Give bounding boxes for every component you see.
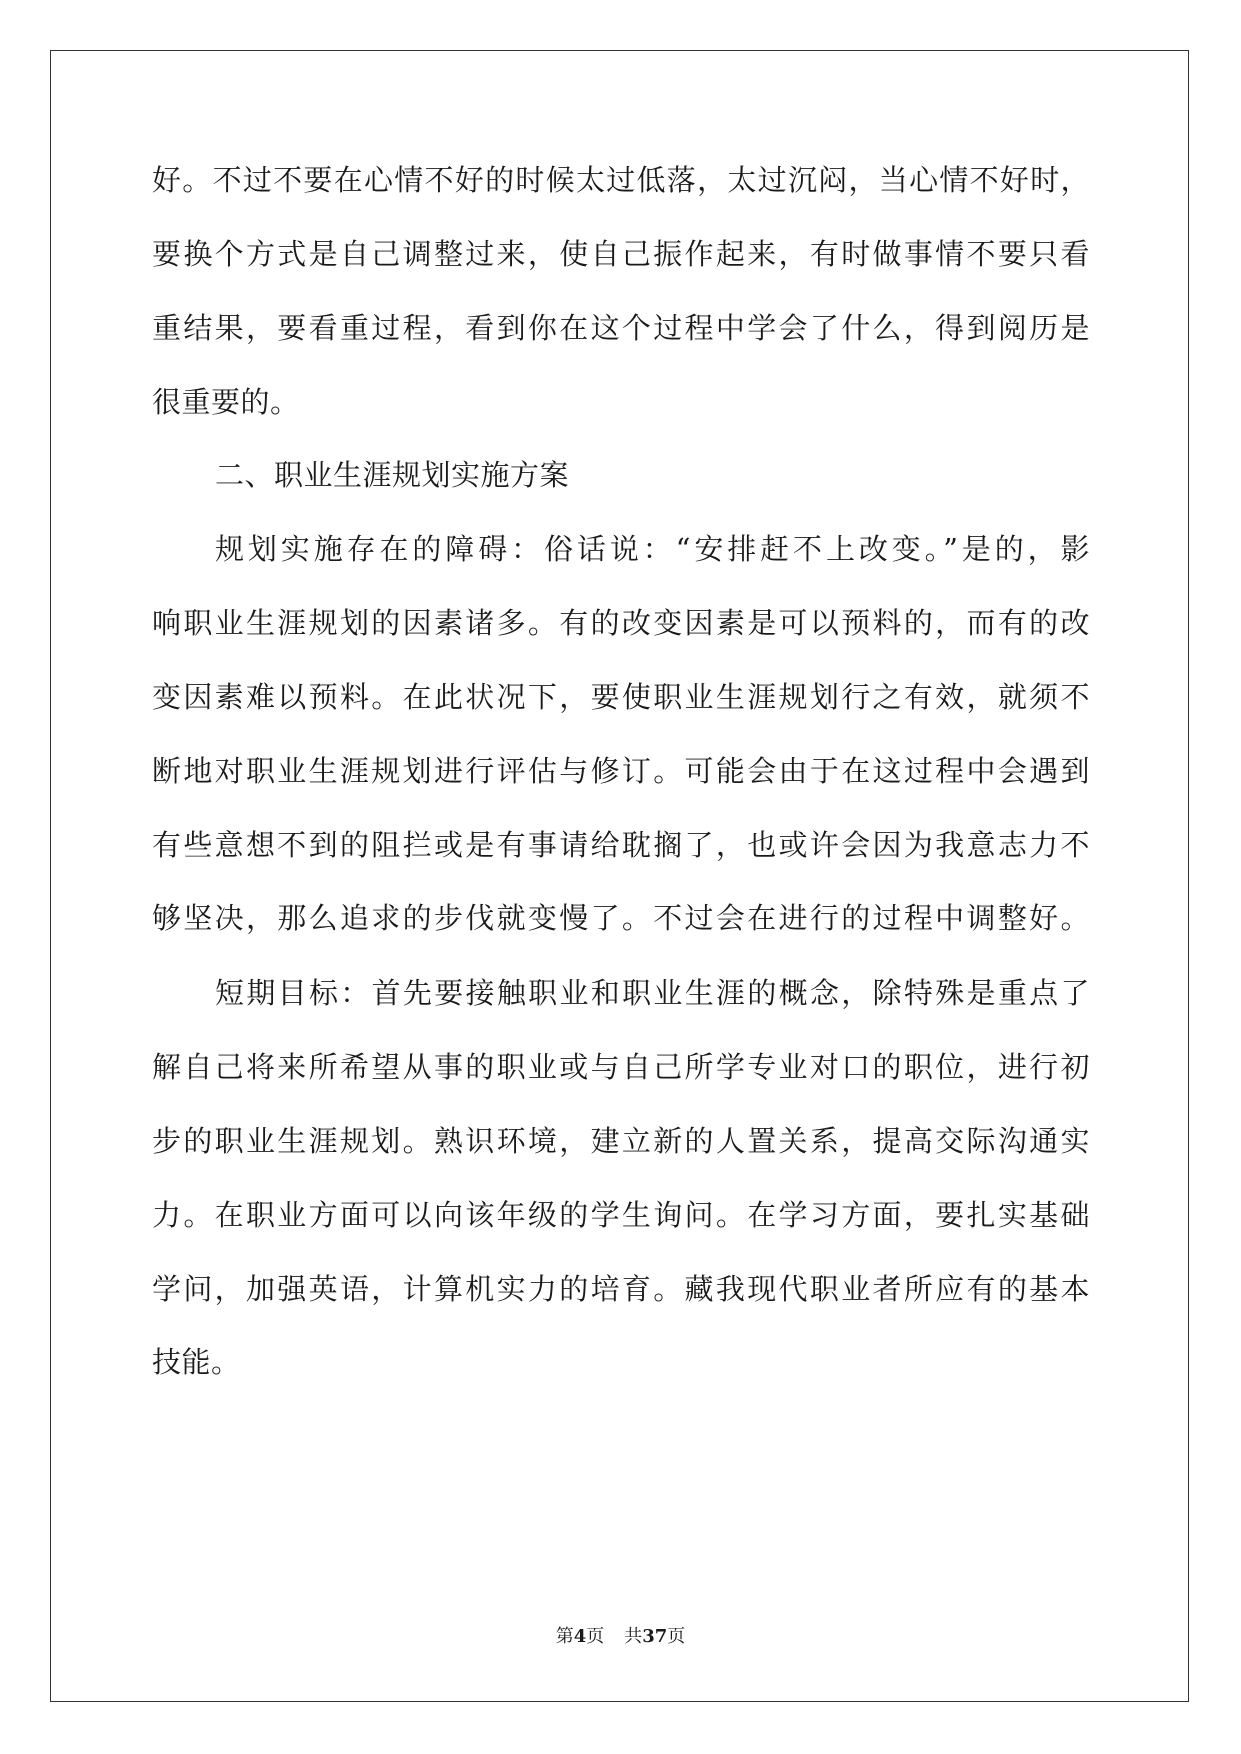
body-line: 技能。 bbox=[152, 1345, 241, 1379]
body-line: 变因素难以预料。在此状况下，要使职业生涯规划行之有效，就须不 bbox=[152, 680, 1090, 714]
page-prefix: 第 bbox=[555, 1626, 574, 1647]
page-number: 4 bbox=[573, 1626, 587, 1647]
body-line: 规划实施存在的障碍：俗话说：“安排赶不上改变。”是的，影 bbox=[215, 532, 1090, 566]
body-line: 学问，加强英语，计算机实力的培育。藏我现代职业者所应有的基本 bbox=[152, 1272, 1090, 1306]
body-line: 短期目标：首先要接触职业和职业生涯的概念，除特殊是重点了 bbox=[215, 976, 1090, 1010]
body-line: 好。不过不要在心情不好的时候太过低落，太过沉闷，当心情不好时， bbox=[152, 163, 1090, 197]
body-line: 有些意想不到的阻拦或是有事请给耽搁了，也或许会因为我意志力不 bbox=[152, 828, 1090, 862]
total-pages: 37 bbox=[642, 1626, 668, 1647]
body-line: 步的职业生涯规划。熟识环境，建立新的人置关系，提高交际沟通实 bbox=[152, 1124, 1090, 1158]
total-suffix: 页 bbox=[667, 1626, 686, 1647]
body-line: 解自己将来所希望从事的职业或与自己所学专业对口的职位，进行初 bbox=[152, 1050, 1090, 1084]
body-line: 力。在职业方面可以向该年级的学生询问。在学习方面，要扎实基础 bbox=[152, 1198, 1090, 1232]
total-prefix: 共 bbox=[624, 1626, 643, 1647]
body-line: 够坚决，那么追求的步伐就变慢了。不过会在进行的过程中调整好。 bbox=[152, 901, 1090, 935]
page-footer bbox=[0, 1626, 1241, 1648]
body-line: 响职业生涯规划的因素诸多。有的改变因素是可以预料的，而有的改 bbox=[152, 606, 1090, 640]
section-heading: 二、职业生涯规划实施方案 bbox=[215, 458, 570, 492]
page-suffix: 页 bbox=[586, 1626, 605, 1647]
body-line: 很重要的。 bbox=[152, 385, 300, 419]
body-line: 断地对职业生涯规划进行评估与修订。可能会由于在这过程中会遇到 bbox=[152, 754, 1090, 788]
body-line: 重结果，要看重过程，看到你在这个过程中学会了什么，得到阅历是 bbox=[152, 311, 1090, 345]
page-border bbox=[50, 50, 1189, 1702]
body-line: 要换个方式是自己调整过来，使自己振作起来，有时做事情不要只看 bbox=[152, 237, 1090, 271]
